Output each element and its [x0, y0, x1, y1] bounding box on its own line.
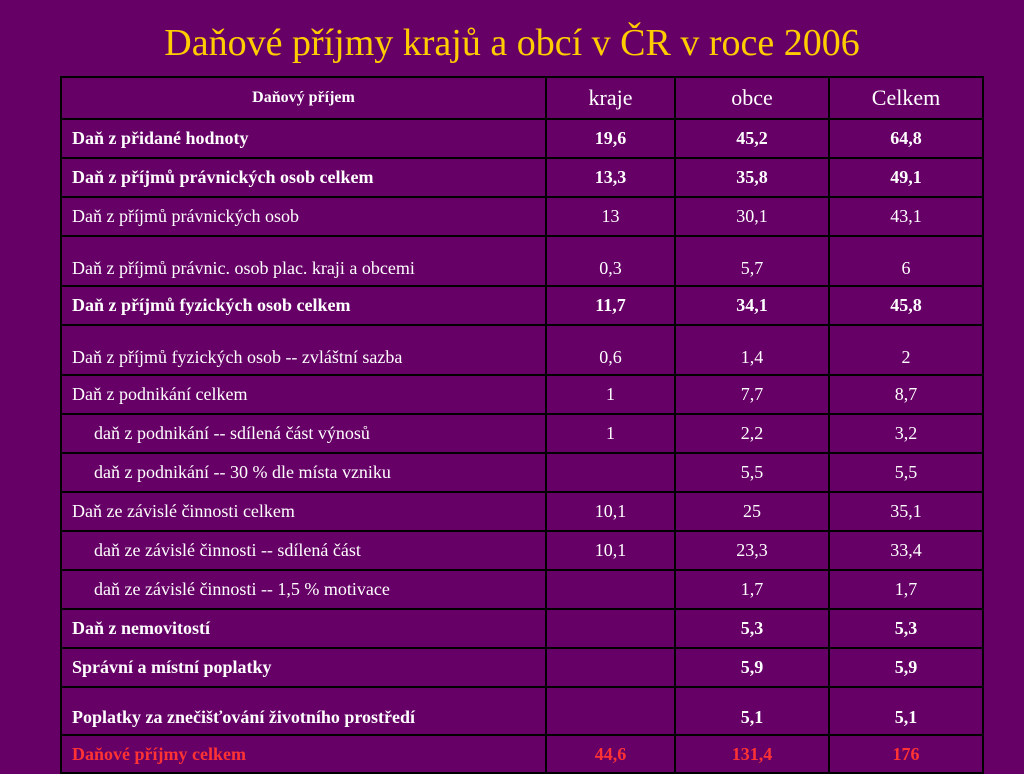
- cell-celkem: 5,9: [829, 648, 983, 687]
- cell-obce: 5,9: [675, 648, 829, 687]
- table-row: [61, 687, 983, 735]
- cell-celkem: 1,7: [829, 570, 983, 609]
- table-row: [61, 492, 983, 531]
- cell-obce: 30,1: [675, 197, 829, 236]
- cell-obce: 1,7: [675, 570, 829, 609]
- cell-celkem: 49,1: [829, 158, 983, 197]
- tax-revenue-table: [60, 76, 984, 774]
- cell-obce: 5,3: [675, 609, 829, 648]
- row-label: Správní a místní poplatky: [61, 648, 546, 687]
- cell-kraje: 1: [546, 375, 675, 414]
- cell-obce: 5,5: [675, 453, 829, 492]
- cell-kraje: 1: [546, 414, 675, 453]
- cell-celkem: 3,2: [829, 414, 983, 453]
- cell-celkem: 64,8: [829, 119, 983, 158]
- cell-obce: 34,1: [675, 286, 829, 325]
- row-label: Daň z příjmů právnic. osob plac. kraji a obcemi: [61, 236, 546, 286]
- table-header-row: [61, 77, 983, 119]
- table-row: [61, 414, 983, 453]
- row-label: Daň z příjmů právnických osob celkem: [61, 158, 546, 197]
- cell-kraje: 19,6: [546, 119, 675, 158]
- table-total-row: [61, 735, 983, 773]
- cell-celkem: 45,8: [829, 286, 983, 325]
- row-label: Daň z příjmů právnických osob: [61, 197, 546, 236]
- table-row: [61, 609, 983, 648]
- table-row: [61, 236, 983, 286]
- table-row: [61, 648, 983, 687]
- cell-kraje: [546, 453, 675, 492]
- row-label: Daň z příjmů fyzických osob -- zvláštní sazba: [61, 325, 546, 375]
- cell-obce: 5,7: [675, 236, 829, 286]
- header-celkem: Celkem: [829, 77, 983, 119]
- table-row: [61, 570, 983, 609]
- cell-obce: 25: [675, 492, 829, 531]
- cell-obce: 45,2: [675, 119, 829, 158]
- row-label: Daň z nemovitostí: [61, 609, 546, 648]
- table-row: [61, 375, 983, 414]
- header-label: Daňový příjem: [61, 77, 546, 119]
- cell-kraje: 10,1: [546, 492, 675, 531]
- row-label: daň ze závislé činnosti -- sdílená část: [61, 531, 546, 570]
- table-row: [61, 286, 983, 325]
- cell-obce: 35,8: [675, 158, 829, 197]
- cell-kraje: 13,3: [546, 158, 675, 197]
- row-label: Daň ze závislé činnosti celkem: [61, 492, 546, 531]
- cell-celkem: 2: [829, 325, 983, 375]
- cell-celkem: 5,3: [829, 609, 983, 648]
- cell-obce: 7,7: [675, 375, 829, 414]
- page-title: Daňové příjmy krajů a obcí v ČR v roce 2006: [164, 22, 860, 64]
- row-label: Daň z podnikání celkem: [61, 375, 546, 414]
- cell-kraje: 0,6: [546, 325, 675, 375]
- cell-kraje: 0,3: [546, 236, 675, 286]
- cell-celkem: 176: [829, 735, 983, 773]
- cell-celkem: 35,1: [829, 492, 983, 531]
- header-kraje: kraje: [546, 77, 675, 119]
- row-label: daň z podnikání -- 30 % dle místa vzniku: [61, 453, 546, 492]
- cell-celkem: 5,5: [829, 453, 983, 492]
- cell-celkem: 5,1: [829, 687, 983, 735]
- table-row: [61, 531, 983, 570]
- cell-kraje: [546, 609, 675, 648]
- table-row: [61, 453, 983, 492]
- cell-kraje: 10,1: [546, 531, 675, 570]
- row-label: Daň z přidané hodnoty: [61, 119, 546, 158]
- cell-kraje: [546, 687, 675, 735]
- cell-kraje: [546, 570, 675, 609]
- table-row: [61, 119, 983, 158]
- header-obce: obce: [675, 77, 829, 119]
- row-label: Daňové příjmy celkem: [61, 735, 546, 773]
- cell-celkem: 8,7: [829, 375, 983, 414]
- cell-obce: 1,4: [675, 325, 829, 375]
- cell-obce: 2,2: [675, 414, 829, 453]
- cell-celkem: 6: [829, 236, 983, 286]
- cell-obce: 131,4: [675, 735, 829, 773]
- cell-obce: 23,3: [675, 531, 829, 570]
- table-row: [61, 197, 983, 236]
- table-row: [61, 158, 983, 197]
- row-label: Daň z příjmů fyzických osob celkem: [61, 286, 546, 325]
- row-label: daň ze závislé činnosti -- 1,5 % motivace: [61, 570, 546, 609]
- cell-kraje: 13: [546, 197, 675, 236]
- cell-kraje: [546, 648, 675, 687]
- cell-kraje: 11,7: [546, 286, 675, 325]
- cell-obce: 5,1: [675, 687, 829, 735]
- cell-celkem: 33,4: [829, 531, 983, 570]
- cell-celkem: 43,1: [829, 197, 983, 236]
- table-row: [61, 325, 983, 375]
- row-label: daň z podnikání -- sdílená část výnosů: [61, 414, 546, 453]
- row-label: Poplatky za znečišťování životního prostředí: [61, 687, 546, 735]
- cell-kraje: 44,6: [546, 735, 675, 773]
